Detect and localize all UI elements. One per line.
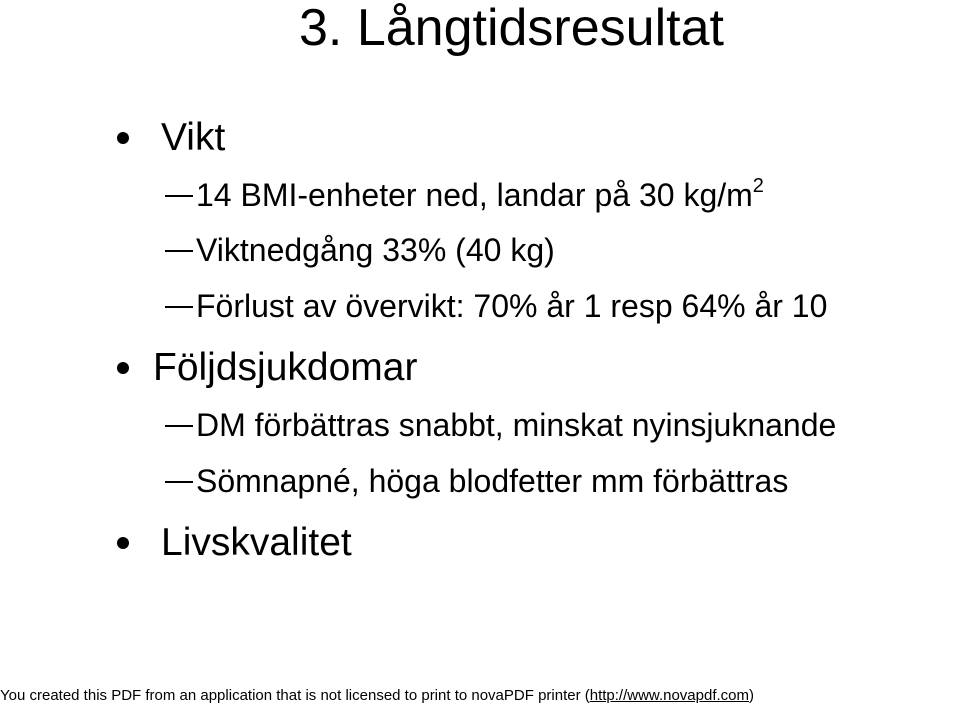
dash-marker [165,306,193,308]
list-item: Viktnedgång 33% (40 kg) [196,232,555,268]
dash-marker [165,195,193,197]
footer-link[interactable]: http://www.novapdf.com [589,687,749,704]
footer-suffix: ) [749,687,754,704]
section-heading-foljdsjukdomar: Följdsjukdomar [153,346,418,389]
dash-marker [165,481,193,483]
bullet-dot [117,362,129,374]
section-heading-livskvalitet: Livskvalitet [161,521,352,564]
superscript: 2 [752,175,764,198]
footer-text: You created this PDF from an application that is not licensed to print to novaPDF printer ( [0,687,590,704]
bullet-dot [117,537,129,549]
list-item-text: 14 BMI-enheter ned, landar på 30 kg/m [196,177,753,213]
dash-marker [165,250,193,252]
footer-watermark [0,686,754,706]
list-item: Förlust av övervikt: 70% år 1 resp 64% år 10 [196,288,828,324]
section-heading-vikt: Vikt [161,116,226,159]
list-item: DM förbättras snabbt, minskat nyinsjuknande [196,407,837,443]
bullet-dot [117,132,129,144]
dash-marker [165,425,193,427]
list-item: Sömnapné, höga blodfetter mm förbättras [196,463,789,499]
list-item [196,177,764,213]
slide-title: 3. Långtidsresultat [299,0,724,57]
